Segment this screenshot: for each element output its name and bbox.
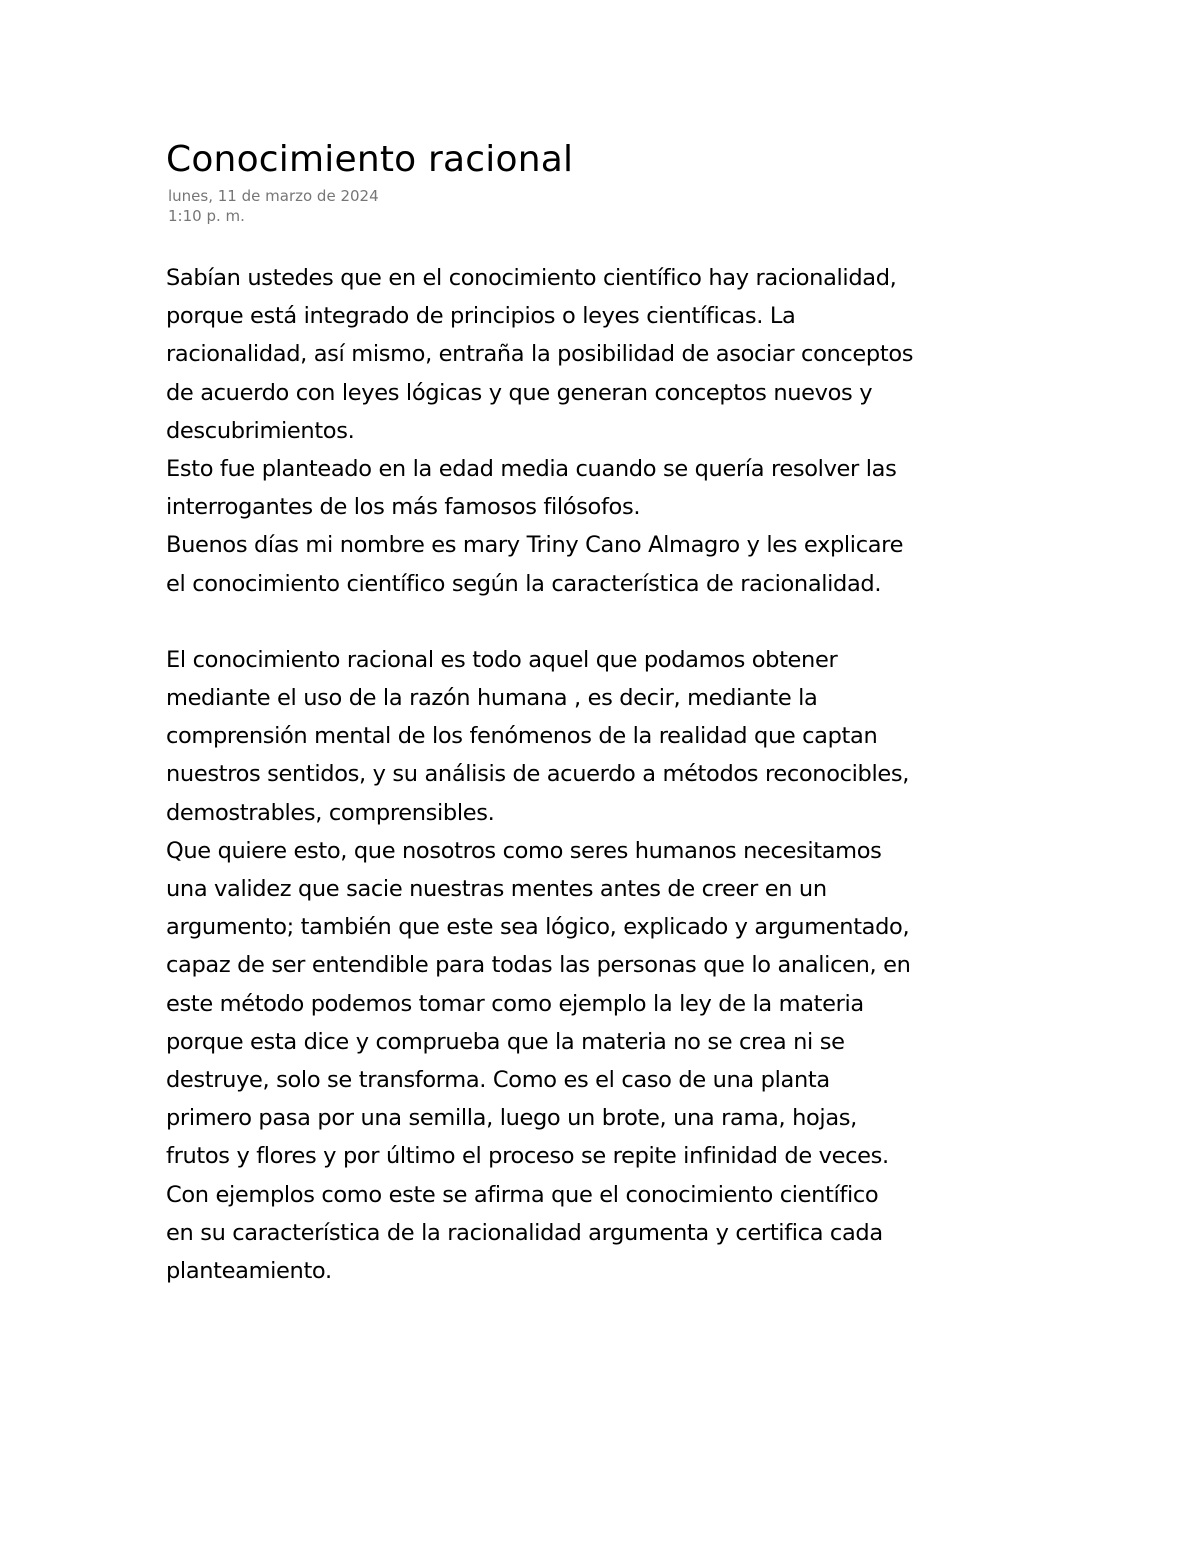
body-line: el conocimiento científico según la característica de racionalidad. bbox=[166, 570, 882, 597]
body-line: Buenos días mi nombre es mary Triny Cano Almagro y les explicare bbox=[166, 532, 904, 559]
body-line: una validez que sacie nuestras mentes antes de creer en un bbox=[166, 876, 827, 902]
body-line: Esto fue planteado en la edad media cuando se quería resolver las bbox=[166, 455, 897, 482]
body-line: frutos y flores y por último el proceso se repite infinidad de veces. bbox=[166, 1143, 889, 1170]
body-line: El conocimiento racional es todo aquel que podamos obtener bbox=[166, 646, 838, 673]
body-line: de acuerdo con leyes lógicas y que generan conceptos nuevos y bbox=[166, 379, 873, 406]
blank-line bbox=[166, 603, 1046, 641]
note-title[interactable]: Conocimiento racional bbox=[166, 139, 574, 180]
body-line: argumento; también que este sea lógico, explicado y argumentado, bbox=[166, 914, 910, 941]
body-line: primero pasa por una semilla, luego un brote, una rama, hojas, bbox=[166, 1105, 857, 1132]
body-line: Sabían ustedes que en el conocimiento científico hay racionalidad, bbox=[166, 265, 897, 291]
body-line: racionalidad, así mismo, entraña la posibilidad de asociar conceptos bbox=[166, 341, 914, 368]
body-line: planteamiento. bbox=[166, 1257, 332, 1284]
note-time: 1:10 p. m. bbox=[168, 207, 245, 225]
body-line: demostrables, comprensibles. bbox=[166, 799, 495, 826]
body-line: descubrimientos. bbox=[166, 417, 355, 444]
body-line: Con ejemplos como este se afirma que el conocimiento científico bbox=[166, 1181, 879, 1208]
body-line: destruye, solo se transforma. Como es el caso de una planta bbox=[166, 1066, 830, 1093]
note-body[interactable] bbox=[166, 259, 1046, 1290]
body-line: este método podemos tomar como ejemplo la ley de la materia bbox=[166, 990, 864, 1017]
body-line: porque está integrado de principios o leyes científicas. La bbox=[166, 303, 796, 330]
body-line: comprensión mental de los fenómenos de la realidad que captan bbox=[166, 723, 878, 750]
body-line: en su característica de la racionalidad argumenta y certifica cada bbox=[166, 1219, 883, 1246]
note-date: lunes, 11 de marzo de 2024 bbox=[168, 187, 379, 205]
note-content bbox=[166, 138, 1046, 1290]
body-line: interrogantes de los más famosos filósofos. bbox=[166, 494, 641, 521]
body-line: nuestros sentidos, y su análisis de acuerdo a métodos reconocibles, bbox=[166, 761, 910, 788]
body-line: porque esta dice y comprueba que la materia no se crea ni se bbox=[166, 1028, 845, 1055]
body-line: capaz de ser entendible para todas las personas que lo analicen, en bbox=[166, 952, 911, 979]
body-line: Que quiere esto, que nosotros como seres humanos necesitamos bbox=[166, 837, 882, 864]
body-line: mediante el uso de la razón humana , es decir, mediante la bbox=[166, 685, 818, 712]
